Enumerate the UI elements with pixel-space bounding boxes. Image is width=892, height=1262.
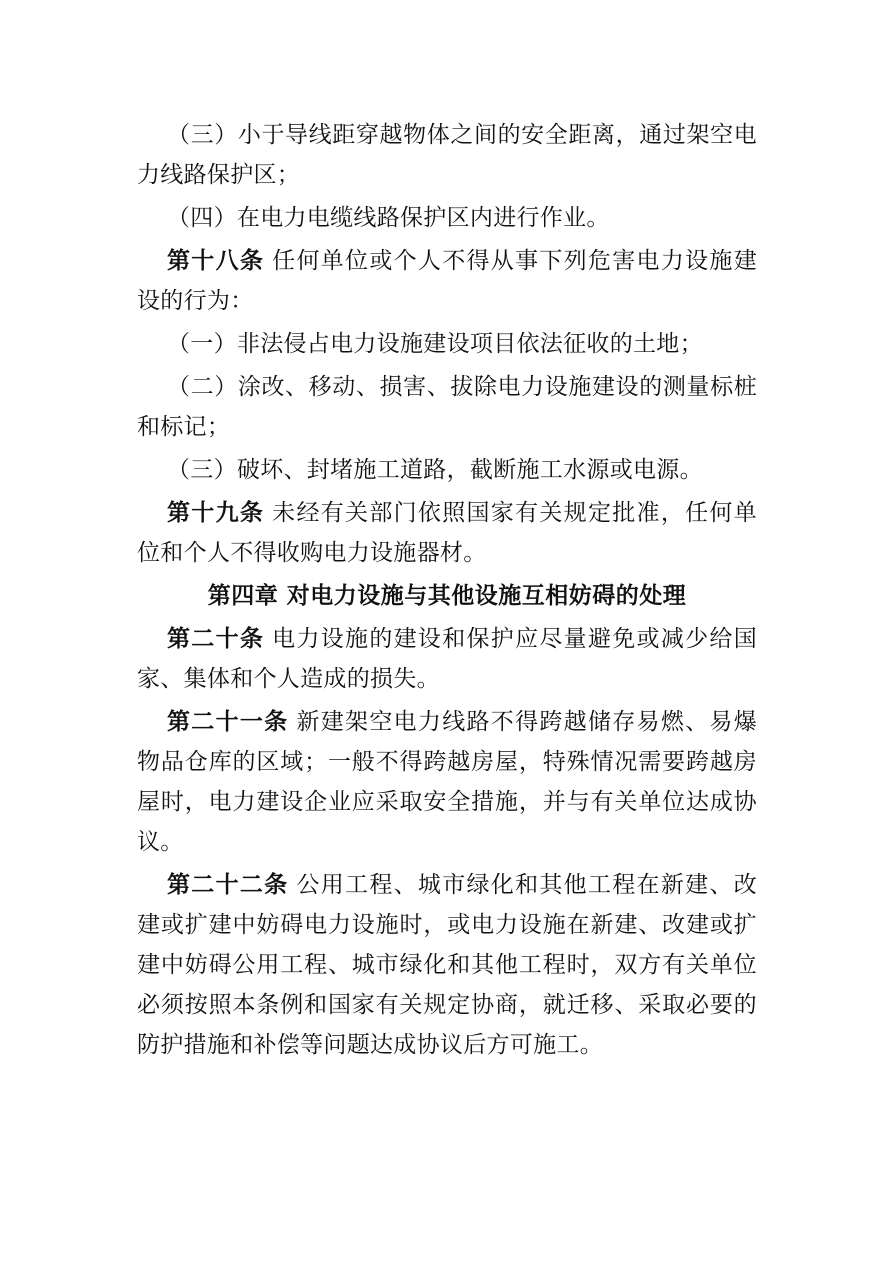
article-21 bbox=[137, 702, 757, 862]
paragraph-text: （三）小于导线距穿越物体之间的安全距离，通过架空电力线路保护区； bbox=[137, 122, 757, 188]
article-22 bbox=[137, 865, 757, 1065]
article-text: 公用工程、城市绿化和其他工程在新建、改建或扩建中妨碍电力设施时，或电力设施在新建、改建或扩建中妨碍公用工程、城市绿化和其他工程时，双方有关单位必须按照本条例和国家有关规定协商，就迁移、采取必要的防护措施和补偿等问题达成协议后方可施工。 bbox=[137, 872, 758, 1058]
article-number: 第二十二条 bbox=[167, 871, 289, 898]
article-number: 第二十条 bbox=[167, 625, 265, 652]
article-number: 第十九条 bbox=[167, 499, 265, 526]
article-19 bbox=[137, 493, 757, 573]
paragraph-item-4 bbox=[137, 198, 757, 238]
paragraph-text: （一）非法侵占电力设施建设项目依法征收的土地； bbox=[167, 331, 703, 357]
paragraph-text: （四）在电力电缆线路保护区内进行作业。 bbox=[167, 205, 610, 231]
article-number: 第二十一条 bbox=[167, 708, 289, 735]
document-body bbox=[137, 115, 757, 1068]
paragraph-item-2 bbox=[137, 367, 757, 447]
article-number: 第十八条 bbox=[167, 247, 265, 274]
paragraph-text: （二）涂改、移动、损害、拔除电力设施建设的测量标桩和标记； bbox=[137, 374, 757, 440]
chapter-heading: 第四章 对电力设施与其他设施互相妨碍的处理 bbox=[207, 582, 687, 609]
article-18 bbox=[137, 241, 757, 321]
paragraph-item-3b bbox=[137, 450, 757, 490]
article-20 bbox=[137, 619, 757, 699]
paragraph-item-1 bbox=[137, 324, 757, 364]
article-text: 电力设施的建设和保护应尽量避免或减少给国家、集体和个人造成的损失。 bbox=[137, 626, 758, 692]
paragraph-text: （三）破坏、封堵施工道路，截断施工水源或电源。 bbox=[167, 457, 703, 483]
article-text: 新建架空电力线路不得跨越储存易燃、易爆物品仓库的区域；一般不得跨越房屋，特殊情况需要跨越房屋时，电力建设企业应采取安全措施，并与有关单位达成协议。 bbox=[137, 709, 758, 855]
article-text: 任何单位或个人不得从事下列危害电力设施建设的行为： bbox=[137, 248, 758, 314]
article-text: 未经有关部门依照国家有关规定批准，任何单位和个人不得收购电力设施器材。 bbox=[137, 500, 758, 566]
paragraph-item-3 bbox=[137, 115, 757, 195]
